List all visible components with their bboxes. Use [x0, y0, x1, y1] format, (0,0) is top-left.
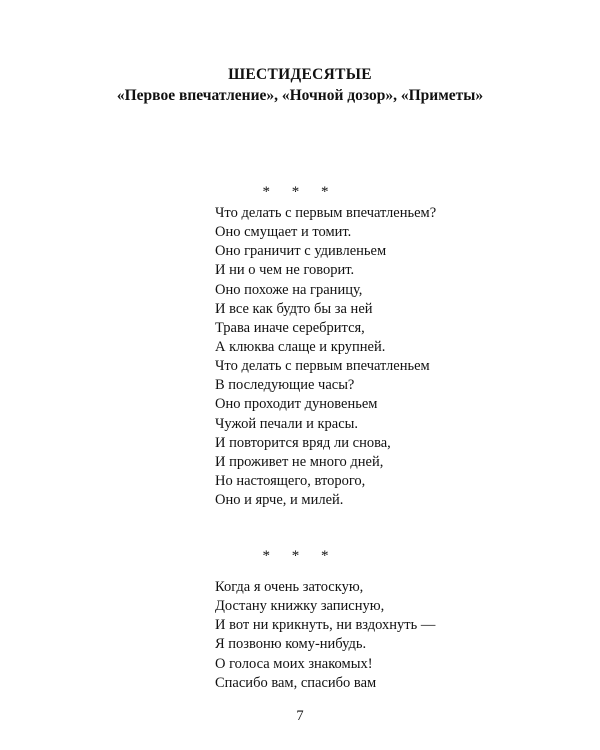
- poem-line: И все как будто бы за ней: [215, 300, 373, 317]
- poem-line: И вот ни крикнуть, ни вздохнуть —: [215, 617, 436, 634]
- poem-line: И ни о чем не говорит.: [215, 262, 355, 279]
- poem-separator: * * *: [262, 548, 338, 564]
- section-subtitle: «Первое впечатление», «Ночной дозор», «Приметы»: [116, 87, 484, 104]
- poem-line: Трава иначе серебрится,: [215, 319, 365, 336]
- poem-line: Достану книжку записную,: [215, 598, 385, 615]
- poem-line: Оно похоже на границу,: [215, 281, 363, 298]
- poem-line: И проживет не много дней,: [215, 453, 384, 470]
- poem-when-i-long: [215, 578, 555, 693]
- poem-line: Когда я очень затоскую,: [215, 579, 364, 595]
- poem-line: А клюква слаще и крупней.: [215, 338, 386, 355]
- poem-line: Оно и ярче, и милей.: [215, 492, 344, 509]
- poem-line: Что делать с первым впечатленьем: [215, 358, 430, 375]
- page-number: 7: [296, 708, 304, 724]
- poem-line: Оно смущает и томит.: [215, 224, 352, 241]
- poem-line: Но настоящего, второго,: [215, 472, 366, 489]
- poem-line: В последующие часы?: [215, 377, 355, 394]
- section-title: ШЕСТИДЕСЯТЫЕ: [228, 66, 372, 83]
- poem-separator: * * *: [262, 184, 338, 200]
- poem-line: Я позвоню кому-нибудь.: [215, 636, 367, 653]
- poem-line: О голоса моих знакомых!: [215, 655, 373, 672]
- poem-first-impression: [215, 204, 555, 510]
- poem-line: Оно проходит дуновеньем: [215, 396, 378, 413]
- poem-line: Чужой печали и красы.: [215, 415, 359, 432]
- poem-line: И повторится вряд ли снова,: [215, 434, 391, 451]
- poem-line: Оно граничит с удивленьем: [215, 243, 387, 260]
- poem-line: Что делать с первым впечатленьем?: [215, 205, 437, 221]
- poem-line: Спасибо вам, спасибо вам: [215, 674, 377, 691]
